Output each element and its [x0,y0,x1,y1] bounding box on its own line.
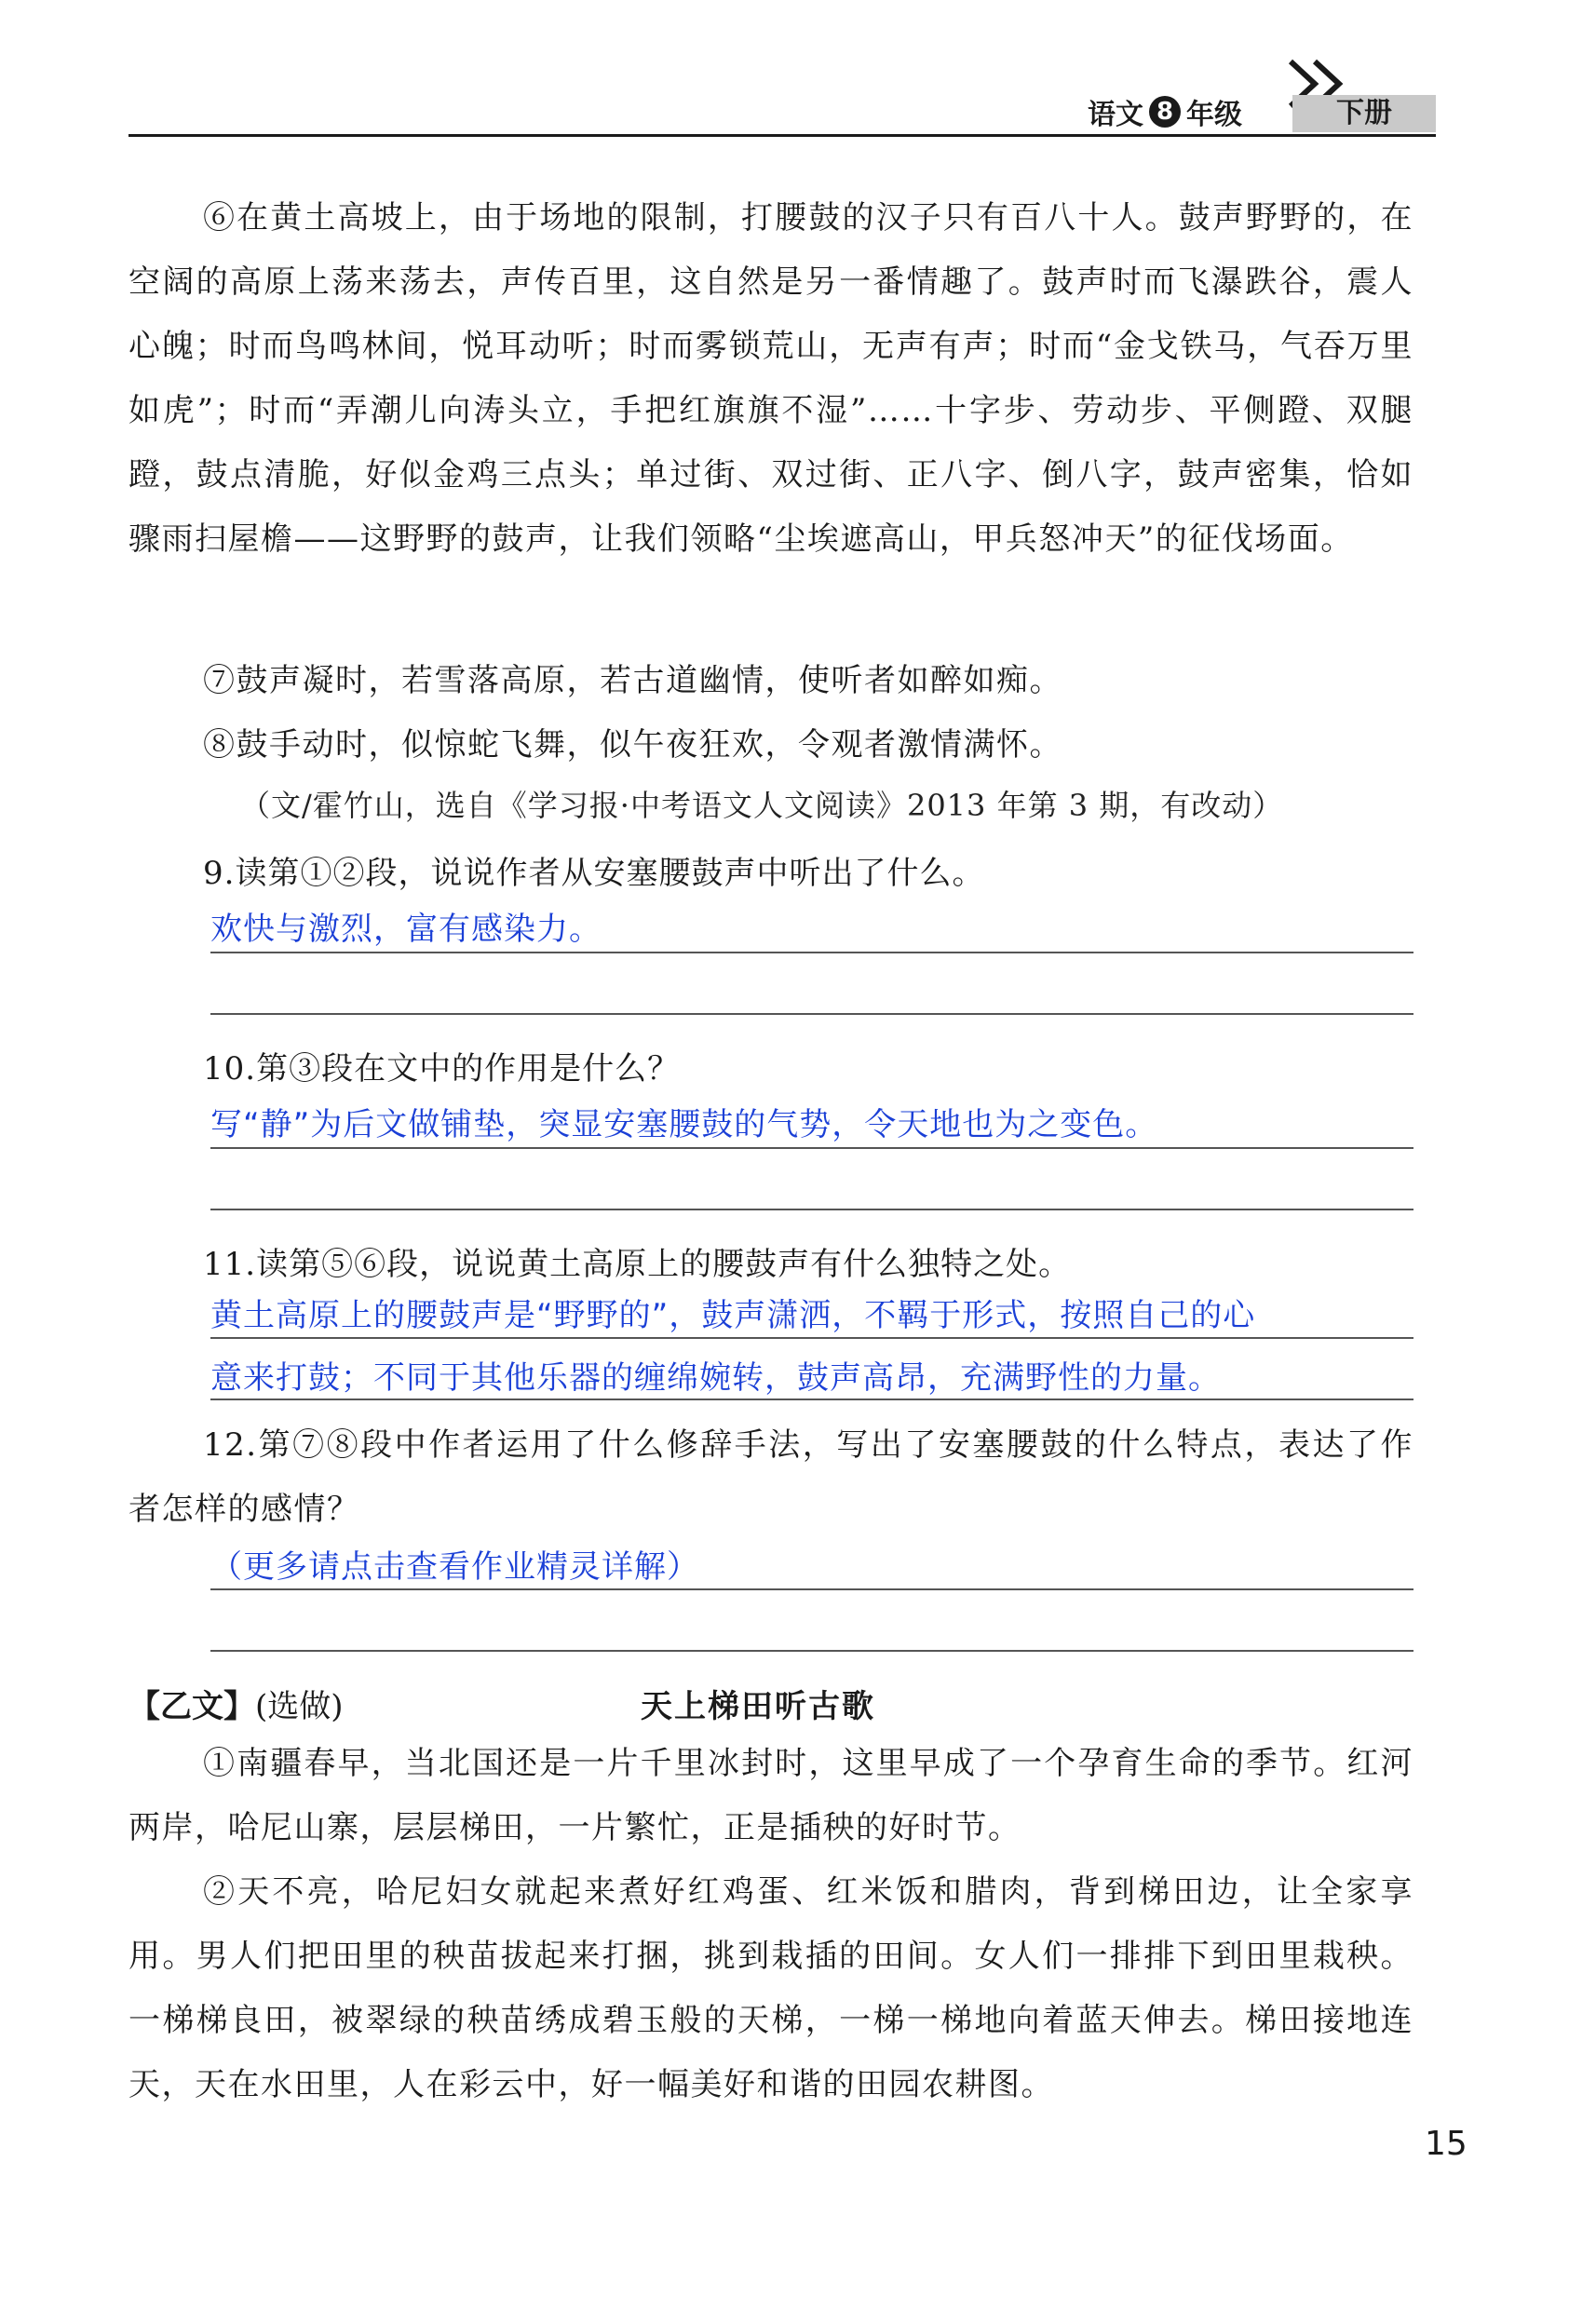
question-9: 9.读第①②段，说说作者从安塞腰鼓声中听出了什么。 [203,855,985,892]
header-subject [1088,93,1242,130]
passage-b-paragraph-1: ①南疆春早，当北国还是一片千里冰封时，这里早成了一个孕育生命的季节。红河两岸，哈尼山寨，层层梯田，一片繁忙，正是插秧的好时节。 [128,1745,1413,1846]
passage-a-paragraph-8: ⑧鼓手动时，似惊蛇飞舞，似午夜狂欢，令观者激情满怀。 [203,726,1062,763]
answer-rule [210,1398,1413,1400]
answer-11-line-1: 黄土高原上的腰鼓声是“野野的”，鼓声潇洒，不羁于形式，按照自己的心 [210,1297,1256,1334]
grade-label: 年级 [1186,99,1242,131]
answer-9-line-1: 欢快与激烈，富有感染力。 [210,911,602,948]
question-11: 11.读第⑤⑥段，说说黄土高原上的腰鼓声有什么独特之处。 [203,1246,1072,1283]
passage-a-paragraph-7: ⑦鼓声凝时，若雪落高原，若古道幽情，使听者如醉如痴。 [203,662,1062,699]
passage-b-note: (选做) [255,1688,344,1725]
grade-number-badge: 8 [1149,96,1181,128]
answer-rule [210,1013,1413,1015]
answer-rule [210,1650,1413,1652]
answer-rule [210,952,1413,953]
answer-rule [210,1588,1413,1590]
passage-b-heading [128,1681,344,1726]
passage-a-source: （文/霍竹山，选自《学习报·中考语文人文阅读》2013 年第 3 期，有改动） [240,788,1284,823]
volume-label: 下册 [1292,95,1436,132]
question-12: 12.第⑦⑧段中作者运用了什么修辞手法，写出了安塞腰鼓的什么特点，表达了作者怎样的感情？ [128,1426,1413,1528]
passage-b-title: 天上梯田听古歌 [641,1688,875,1725]
question-10: 10.第③段在文中的作用是什么？ [203,1050,681,1088]
header-divider [128,134,1436,137]
answer-11-line-2: 意来打鼓；不同于其他乐器的缠绵婉转，鼓声高昂，充满野性的力量。 [210,1359,1221,1397]
answer-10-line-1: 写“静”为后文做铺垫，突显安塞腰鼓的气势，令天地也为之变色。 [210,1106,1158,1143]
subject-label: 语文 [1088,99,1143,131]
answer-rule [210,1147,1413,1149]
passage-b-label: 【乙文】 [128,1688,255,1725]
page-number: 15 [1425,2125,1468,2163]
passage-b-paragraph-2: ②天不亮，哈尼妇女就起来煮好红鸡蛋、红米饭和腊肉，背到梯田边，让全家享用。男人们把田里的秧苗拔起来打捆，挑到栽插的田间。女人们一排排下到田里栽秧。一梯梯良田，被翠绿的秧苗绣成碧玉般的天梯，一梯一梯地向着蓝天伸去。梯田接地连天，天在水田里，人在彩云中，好一幅美好和谐的田园农耕图。 [128,1873,1413,2103]
more-answer-link[interactable]: （更多请点击查看作业精灵详解） [210,1548,699,1586]
passage-a-paragraph-6: ⑥在黄土高坡上，由于场地的限制，打腰鼓的汉子只有百八十人。鼓声野野的，在空阔的高原上荡来荡去，声传百里，这自然是另一番情趣了。鼓声时而飞瀑跌谷，震人心魄；时而鸟鸣林间，悦耳动听；时而雾锁荒山，无声有声；时而“金戈铁马，气吞万里如虎”；时而“弄潮儿向涛头立，手把红旗旗不湿”……十字步、劳动步、平侧蹬、双腿蹬，鼓点清脆，好似金鸡三点头；单过街、双过街、正八字、倒八字，鼓声密集，恰如骤雨扫屋檐——这野野的鼓声，让我们领略“尘埃遮高山，甲兵怒冲天”的征伐场面。 [128,199,1413,558]
page-header [128,56,1436,140]
answer-rule [210,1337,1413,1339]
answer-rule [210,1209,1413,1210]
